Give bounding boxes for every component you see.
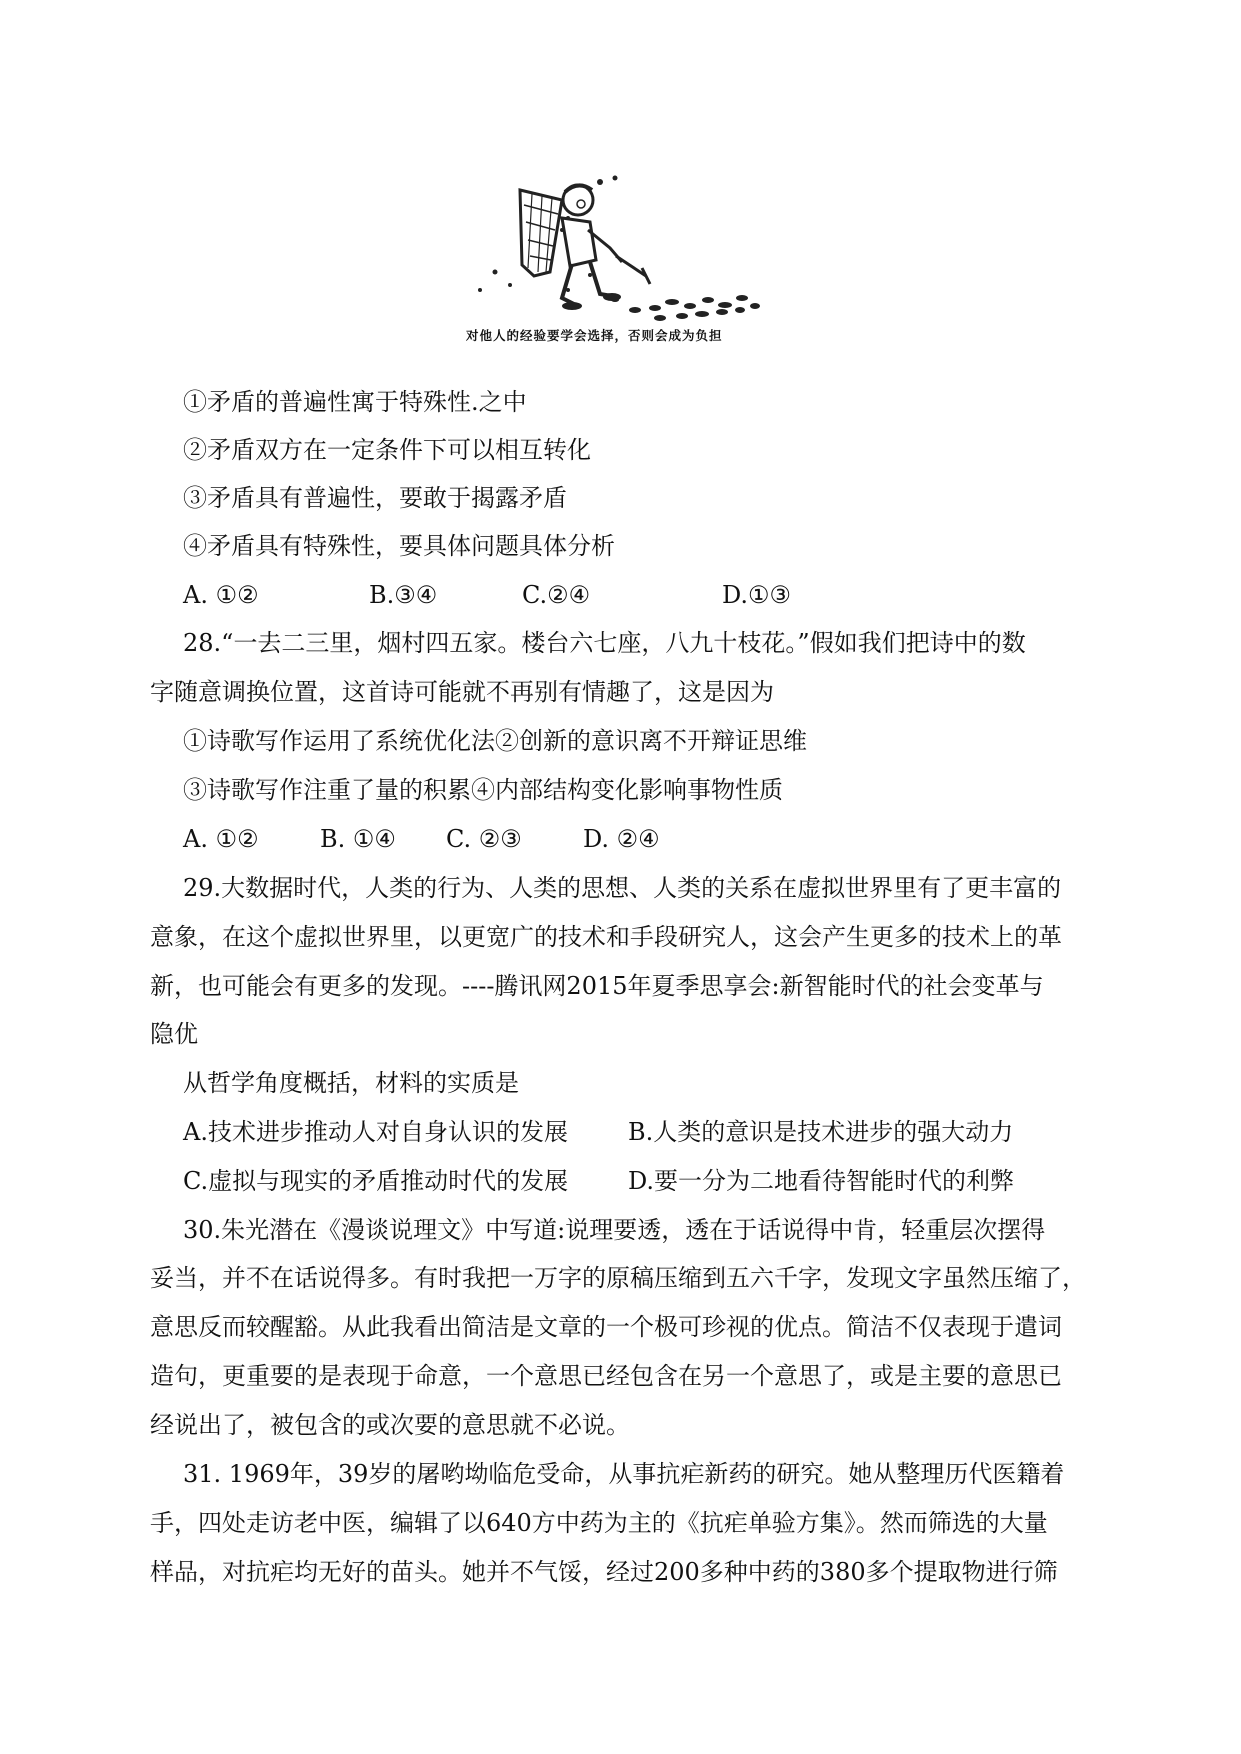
q28-line-1: 28.“一去二三里，烟村四五家。楼台六七座，八九十枝花。”假如我们把诗中的数 [183,629,1026,657]
q29-option-a: A.技术进步推动人对自身认识的发展 [183,1118,568,1146]
q27-option-d: D.①③ [722,581,792,609]
q28-option-b: B. ①④ [320,825,396,853]
cartoon-man-with-basket-icon [450,160,820,350]
q27-statement-2: ②矛盾双方在一定条件下可以相互转化 [183,436,591,464]
q28-option-d: D. ②④ [583,825,660,853]
q29-option-c: C.虚拟与现实的矛盾推动时代的发展 [183,1167,569,1195]
q29-prompt: 从哲学角度概括，材料的实质是 [183,1069,519,1097]
q29-line-4: 隐优 [150,1020,198,1048]
q30-line-2: 妥当，并不在话说得多。有时我把一万字的原稿压缩到五六千字，发现文字虽然压缩了， [150,1264,1086,1292]
q29-option-d: D.要一分为二地看待智能时代的利弊 [628,1167,1015,1195]
q30-line-3: 意思反而较醒豁。从此我看出简洁是文章的一个极可珍视的优点。简洁不仅表现于遣词 [150,1313,1062,1341]
q29-line-2: 意象，在这个虚拟世界里，以更宽广的技术和手段研究人，这会产生更多的技术上的革 [150,923,1062,951]
q31-line-1: 31. 1969年，39岁的屠哟坳临危受命，从事抗疟新药的研究。她从整理历代医籍着 [183,1460,1065,1488]
q28-statement-2: ③诗歌写作注重了量的积累④内部结构变化影响事物性质 [183,776,783,804]
q27-statement-3: ③矛盾具有普遍性，要敢于揭露矛盾 [183,484,567,512]
q28-statement-1: ①诗歌写作运用了系统优化法②创新的意识离不开辩证思维 [183,727,807,755]
q27-option-b: B.③④ [369,581,438,609]
q31-line-3: 样品，对抗疟均无好的苗头。她并不气馁，经过200多种中药的380多个提取物进行筛 [150,1558,1058,1586]
q31-line-2: 手，四处走访老中医，编辑了以640方中药为主的《抗疟单验方集》。然而筛选的大量 [150,1509,1048,1537]
q28-line-2: 字随意调换位置，这首诗可能就不再别有情趣了，这是因为 [150,678,774,706]
q27-statement-1: ①矛盾的普遍性寓于特殊性.之中 [183,388,527,416]
q29-line-3: 新，也可能会有更多的发现。----腾讯网2015年夏季思享会:新智能时代的社会变革与 [150,972,1044,1000]
q30-line-1: 30.朱光潜在《漫谈说理文》中写道:说理要透，透在于话说得中肯，轻重层次摆得 [183,1216,1046,1244]
q30-line-4: 造句，更重要的是表现于命意，一个意思已经包含在另一个意思了，或是主要的意思已 [150,1362,1062,1390]
q29-option-b: B.人类的意识是技术进步的强大动力 [628,1118,1014,1146]
q30-line-5: 经说出了，被包含的或次要的意思就不必说。 [150,1411,630,1439]
q28-option-a: A. ①② [183,825,259,853]
q27-option-a: A. ①② [183,581,259,609]
illustration-caption: 对他人的经验要学会选择，否则会成为负担 [466,328,723,343]
q27-statement-4: ④矛盾具有特殊性，要具体问题具体分析 [183,532,615,560]
q28-option-c: C. ②③ [446,825,522,853]
q27-option-c: C.②④ [522,581,591,609]
q29-line-1: 29.大数据时代，人类的行为、人类的思想、人类的关系在虚拟世界里有了更丰富的 [183,874,1062,902]
